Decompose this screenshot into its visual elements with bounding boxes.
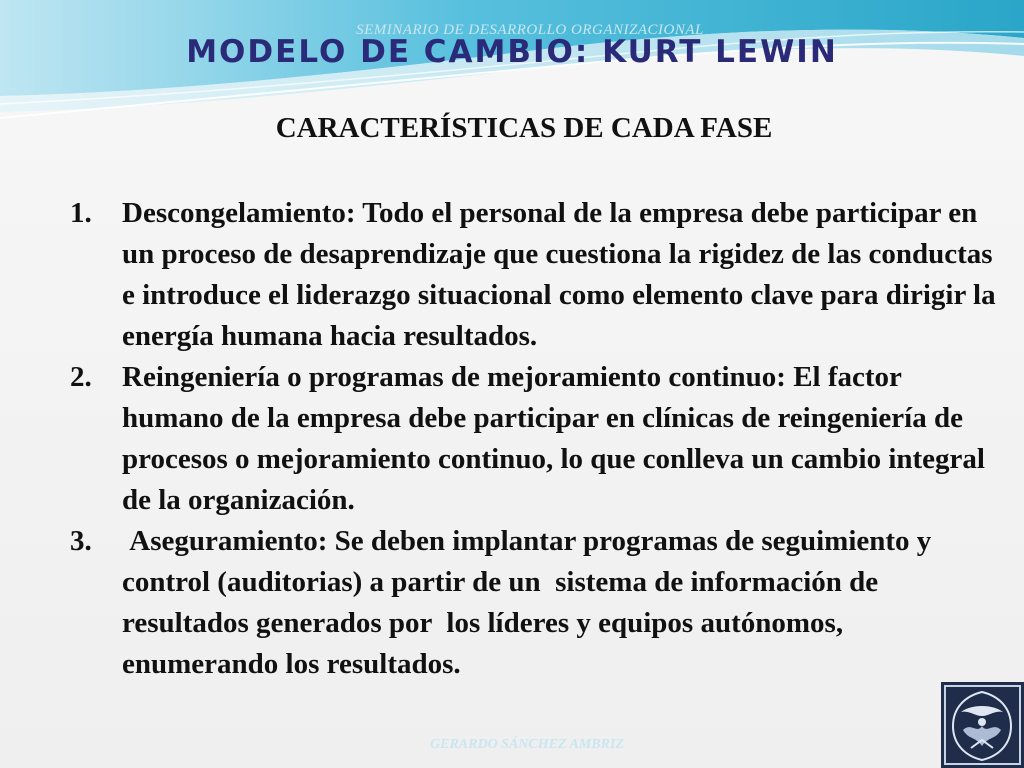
- slide-subtitle: CARACTERÍSTICAS DE CADA FASE: [275, 112, 773, 144]
- phase-text: Descongelamiento: Todo el personal de la empresa debe participar en un proceso de desaprendizaje que cuestiona la rigidez de las conductas e introduce el liderazgo situacional como elemento clave para dirigir la energía humana hacia resultados.: [122, 197, 996, 352]
- phase-item-3: [70, 521, 1000, 685]
- phase-text: Reingeniería o programas de mejoramiento continuo: El factor humano de la empresa debe participar en clínicas de reingeniería de procesos o mejoramiento continuo, lo que conlleva un cambio integral de la organización.: [122, 361, 985, 516]
- phase-item-1: [70, 193, 1000, 357]
- phase-number: 3.: [70, 525, 92, 557]
- author-footer: GERARDO SÁNCHEZ AMBRIZ: [430, 737, 624, 752]
- phases-list: [70, 193, 1000, 685]
- university-crest-icon: [941, 682, 1024, 768]
- phase-text: Aseguramiento: Se deben implantar programas de seguimiento y control (auditorias) a partir de un sistema de información de resultados generados por los líderes y equipos autónomos, enumerando los resultados.: [122, 525, 939, 680]
- phase-item-2: [70, 357, 1000, 521]
- slide-title: MODELO DE CAMBIO: KURT LEWIN: [186, 34, 838, 70]
- seminar-header-text: SEMINARIO DE DESARROLLO ORGANIZACIONAL: [356, 22, 704, 38]
- phase-number: 2.: [70, 361, 92, 393]
- phase-number: 1.: [70, 197, 92, 229]
